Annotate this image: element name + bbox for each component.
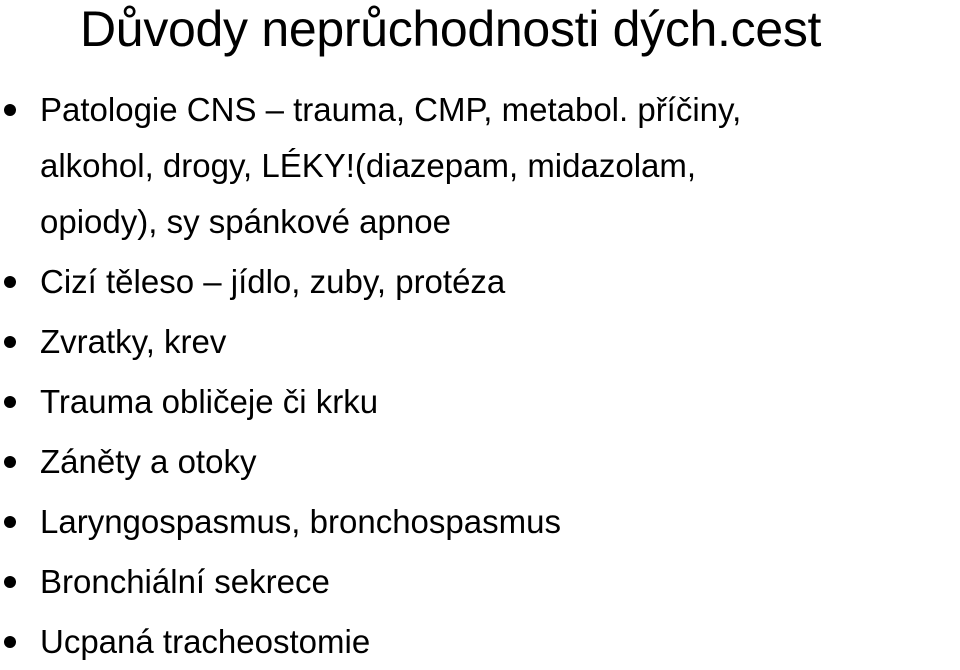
- bullet-dot-icon: [4, 636, 16, 648]
- bullet-dot-icon: [4, 576, 16, 588]
- bullet-item-secretion: [0, 554, 960, 610]
- bullet-dot-icon: [4, 276, 16, 288]
- bullet-item-trauma: [0, 374, 960, 430]
- bullet-dot-icon: [4, 336, 16, 348]
- bullet-item-vomit-blood: [0, 314, 960, 370]
- bullet-dot-icon: [4, 396, 16, 408]
- bullet-dot-icon: [4, 104, 16, 116]
- bullet-text: Ucpaná tracheostomie: [40, 623, 371, 660]
- bullet-text: Bronchiální sekrece: [40, 563, 330, 600]
- bullet-line: opiody), sy spánkové apnoe: [40, 203, 451, 240]
- bullet-text: Zvratky, krev: [40, 323, 227, 360]
- bullet-dot-icon: [4, 516, 16, 528]
- slide-title: Důvody neprůchodnosti dých.cest: [80, 1, 822, 57]
- bullet-item-inflammation: [0, 434, 960, 490]
- bullet-text: Cizí těleso – jídlo, zuby, protéza: [40, 263, 506, 300]
- bullet-item-causes-cns: [0, 82, 960, 250]
- bullet-line: alkohol, drogy, LÉKY!(diazepam, midazolam,: [40, 147, 697, 184]
- bullet-text: Záněty a otoky: [40, 443, 257, 480]
- bullet-item-spasmus: [0, 494, 960, 550]
- bullet-text: Laryngospasmus, bronchospasmus: [40, 503, 561, 540]
- bullet-item-tracheostomy: [0, 614, 960, 670]
- bullet-list: [0, 82, 960, 670]
- bullet-dot-icon: [4, 456, 16, 468]
- bullet-text: Trauma obličeje či krku: [40, 383, 379, 420]
- bullet-item-foreign-body: [0, 254, 960, 310]
- bullet-line: Patologie CNS – trauma, CMP, metabol. příčiny,: [40, 91, 742, 128]
